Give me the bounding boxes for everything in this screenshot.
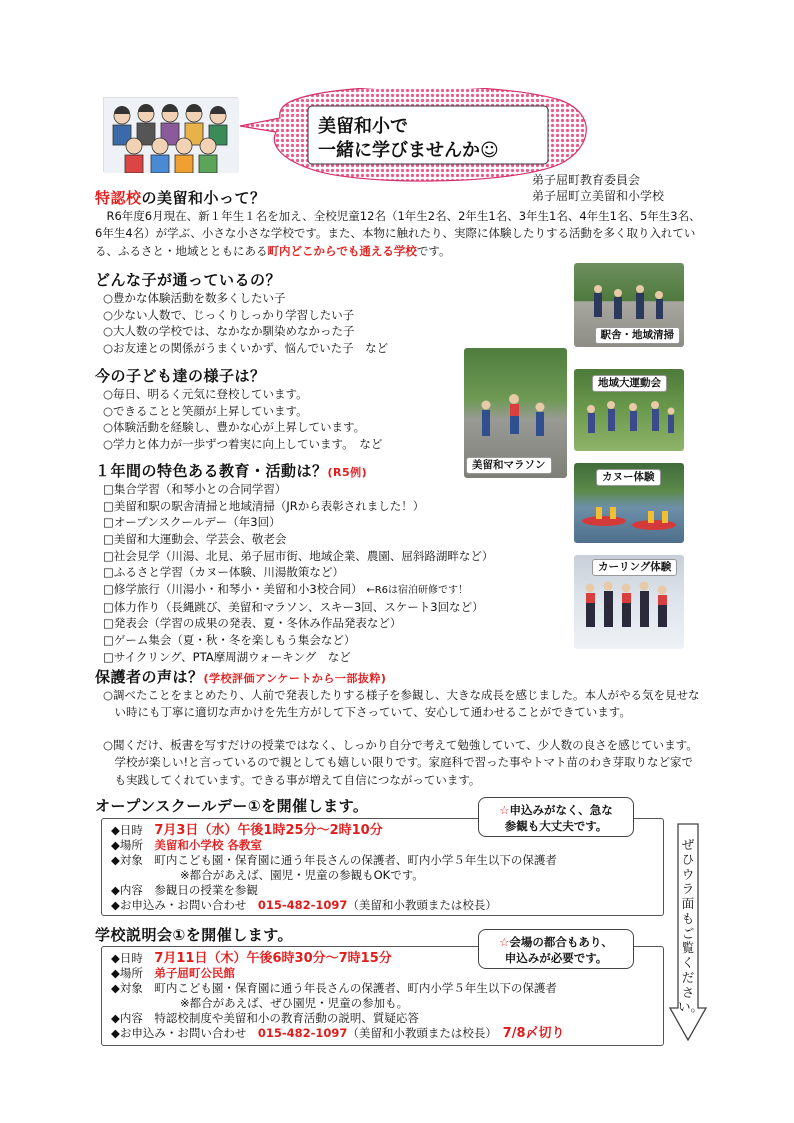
content-value: 参観日の授業を参観 bbox=[154, 883, 258, 897]
target-label: ◆対象 bbox=[111, 981, 143, 995]
star-icon: ☆ bbox=[499, 803, 510, 817]
children-list bbox=[103, 290, 388, 357]
list-item: ○お友達との関係がうまくいかず、悩んでいた子 など bbox=[103, 341, 389, 356]
list-item bbox=[103, 581, 493, 599]
org-school: 弟子屈町立美留和小学校 bbox=[532, 188, 665, 203]
date-label: ◆日時 bbox=[111, 823, 143, 837]
photo-station-cleaning bbox=[574, 263, 684, 347]
list-item: ○学力と体力が一歩ずつ着実に向上しています。 など bbox=[103, 437, 383, 452]
list-item: □美留和駅の駅舎清掃と地域清掃（JRから表彰されました！） bbox=[103, 498, 425, 513]
place-value: 美留和小学校 各教室 bbox=[154, 838, 262, 852]
activities-heading bbox=[95, 462, 367, 481]
open-school-heading: オープンスクールデー①を開催します。 bbox=[95, 797, 369, 815]
photo-caption: 駅舎・地域清掃 bbox=[595, 327, 681, 344]
list-item: □発表会（学習の成果の発表、夏・冬休み作品発表など） bbox=[103, 616, 402, 631]
target-label: ◆対象 bbox=[111, 853, 143, 867]
photo-caption: 美留和マラソン bbox=[466, 457, 552, 474]
target-value: 町内こども園・保育園に通う年長さんの保護者、町内小学５年生以下の保護者 bbox=[154, 853, 557, 867]
photo-caption: カーリング体験 bbox=[592, 559, 677, 576]
parents-heading-note: (学校評価アンケートから一部抜粋) bbox=[203, 672, 387, 685]
organization-block bbox=[532, 173, 664, 204]
photo-marathon bbox=[464, 348, 567, 478]
people-group-icon bbox=[104, 98, 239, 173]
list-item: □社会見学（川湯、北見、弟子屈市街、地域企業、農園、屈斜路湖畔など） bbox=[103, 548, 494, 563]
teachers-illustration bbox=[103, 97, 238, 172]
date-value: 7月3日（水）午後1時25分～2時10分 bbox=[154, 823, 383, 838]
open-school-note bbox=[478, 797, 634, 837]
list-item: □サイクリング、PTA摩周湖ウォーキング など bbox=[103, 649, 351, 664]
list-item: □体力作り（長縄跳び、美留和マラソン、スキー3回、スケート3回など） bbox=[103, 599, 484, 614]
list-item: ○毎日、明るく元気に登校しています。 bbox=[103, 387, 308, 401]
content-label: ◆内容 bbox=[111, 883, 143, 897]
intro-text-main: R6年度6月現在、新１年生１名を加え、全校児童12名（1年生2名、2年生1名、3年生1名、4年生1名、5年生3名、6年生4名）が学ぶ、小さな小さな学校です。また、本物に触れたり、実際に体験したりする活動を多く取り入れている、ふるさと・地域とともにある bbox=[95, 209, 701, 258]
bubble-title bbox=[318, 115, 499, 163]
content-value: 特認校制度や美留和小の教育活動の説明、質疑応答 bbox=[154, 1011, 419, 1025]
place-label: ◆場所 bbox=[111, 966, 143, 980]
parent-voice-2: ○聞くだけ、板書を写すだけの授業ではなく、しっかり自分で考えて勉強していて、少人数の良さを感じています。学校が楽しい!と言っているので親としても嬉しい限りです。家庭科で習った事やトマト苗のわき芽取りなど家でも実践してくれています。できる事が増えて自信につながっています。 bbox=[103, 738, 698, 787]
current-list bbox=[103, 386, 382, 453]
intro-text bbox=[95, 208, 705, 260]
intro-text-end: です。 bbox=[416, 243, 451, 258]
intro-heading bbox=[95, 189, 266, 208]
parents-heading-text: 保護者の声は？ bbox=[95, 668, 204, 686]
bubble-line-1: 美留和小で bbox=[318, 116, 408, 137]
star-icon: ☆ bbox=[499, 935, 510, 949]
target-value: 町内こども園・保育園に通う年長さんの保護者、町内小学５年生以下の保護者 bbox=[154, 981, 557, 995]
photo-caption: 地域大運動会 bbox=[592, 375, 667, 392]
contact-person: （美留和小教頭または校長） bbox=[347, 1026, 492, 1040]
list-item: ○少ない人数で、じっくりしっかり学習したい子 bbox=[103, 307, 355, 322]
note-line-2: 申込みが必要です。 bbox=[504, 951, 608, 966]
parents-heading bbox=[95, 668, 386, 687]
list-item: □オープンスクールデー（年3回） bbox=[103, 515, 281, 530]
trip-note: ←R6は宿泊研修です！ bbox=[366, 585, 469, 597]
children-heading: どんな子が通っているの？ bbox=[95, 271, 282, 289]
contact-phone: 015-482-1097 bbox=[257, 1026, 348, 1040]
see-back-text: ぜひウラ面もご覧ください。 bbox=[678, 837, 704, 1015]
date-label: ◆日時 bbox=[111, 951, 143, 965]
contact-label: ◆お申込み・お問い合わせ bbox=[111, 898, 247, 912]
list-item: □美留和大運動会、学芸会、敬老会 bbox=[103, 532, 287, 547]
org-board: 弟子屈町教育委員会 bbox=[532, 173, 641, 187]
intro-heading-red: 特認校 bbox=[95, 189, 142, 207]
target-note: ※都合があえば、園児・児童の参観もOKです。 bbox=[180, 868, 424, 882]
list-item: □ふるさと学習（カヌー体験、川湯散策など） bbox=[103, 565, 344, 580]
intro-heading-rest: の美留和小って？ bbox=[141, 189, 266, 207]
note-line-1-text: 申込みがなく、急な bbox=[509, 803, 613, 817]
content-label: ◆内容 bbox=[111, 1011, 143, 1025]
contact-phone: 015-482-1097 bbox=[257, 898, 348, 912]
bubble-line-2: 一緒に学びませんか☺ bbox=[318, 139, 499, 161]
place-value: 弟子屈町公民館 bbox=[154, 966, 235, 980]
list-item: ○できることと笑顔が上昇しています。 bbox=[103, 403, 308, 418]
place-label: ◆場所 bbox=[111, 838, 143, 852]
intro-text-emphasis: 町内どこからでも通える学校 bbox=[267, 243, 417, 258]
contact-person: （美留和小教頭または校長） bbox=[347, 898, 497, 912]
note-line-2: 参観も大丈夫です。 bbox=[504, 819, 608, 834]
list-item-text: □修学旅行（川湯小・和琴小・美留和小3校合同） bbox=[103, 582, 363, 597]
activities-list bbox=[103, 481, 493, 665]
briefing-note bbox=[478, 929, 634, 969]
note-line-1-text: 会場の都合もあり、 bbox=[509, 935, 613, 949]
photo-curling bbox=[574, 555, 684, 649]
list-item: ○大人数の学校では、なかなか馴染めなかった子 bbox=[103, 324, 355, 339]
list-item: □ゲーム集会（夏・秋・冬を楽しもう集会など） bbox=[103, 632, 356, 647]
activities-heading-note: (R5例) bbox=[327, 466, 368, 479]
contact-label: ◆お申込み・お問い合わせ bbox=[111, 1026, 247, 1040]
list-item: ○豊かな体験活動を数多くしたい子 bbox=[103, 291, 286, 305]
deadline: 7/8〆切り bbox=[502, 1026, 565, 1041]
list-item: ○体験活動を経験し、豊かな心が上昇しています。 bbox=[103, 420, 366, 435]
photo-canoe bbox=[574, 463, 684, 543]
parent-voice-1: ○調べたことをまとめたり、人前で発表したりする様子を参観し、大きな成長を感じました。本人がやる気を見せない時にも丁寧に適切な声かけを先生方がして下さっていて、安心して通わせることができています。 bbox=[103, 688, 700, 720]
date-value: 7月11日（木）午後6時30分～7時15分 bbox=[154, 951, 392, 966]
activities-heading-text: １年間の特色ある教育・活動は？ bbox=[95, 462, 328, 480]
current-heading: 今の子ども達の様子は？ bbox=[95, 367, 266, 385]
briefing-heading: 学校説明会①を開催します。 bbox=[95, 926, 294, 944]
photo-caption: カヌー体験 bbox=[596, 469, 661, 486]
photo-sports-day bbox=[574, 369, 684, 451]
list-item: □集合学習（和琴小との合同学習） bbox=[103, 482, 287, 496]
target-note: ※都合があえば、ぜひ園児・児童の参加も。 bbox=[180, 996, 409, 1010]
